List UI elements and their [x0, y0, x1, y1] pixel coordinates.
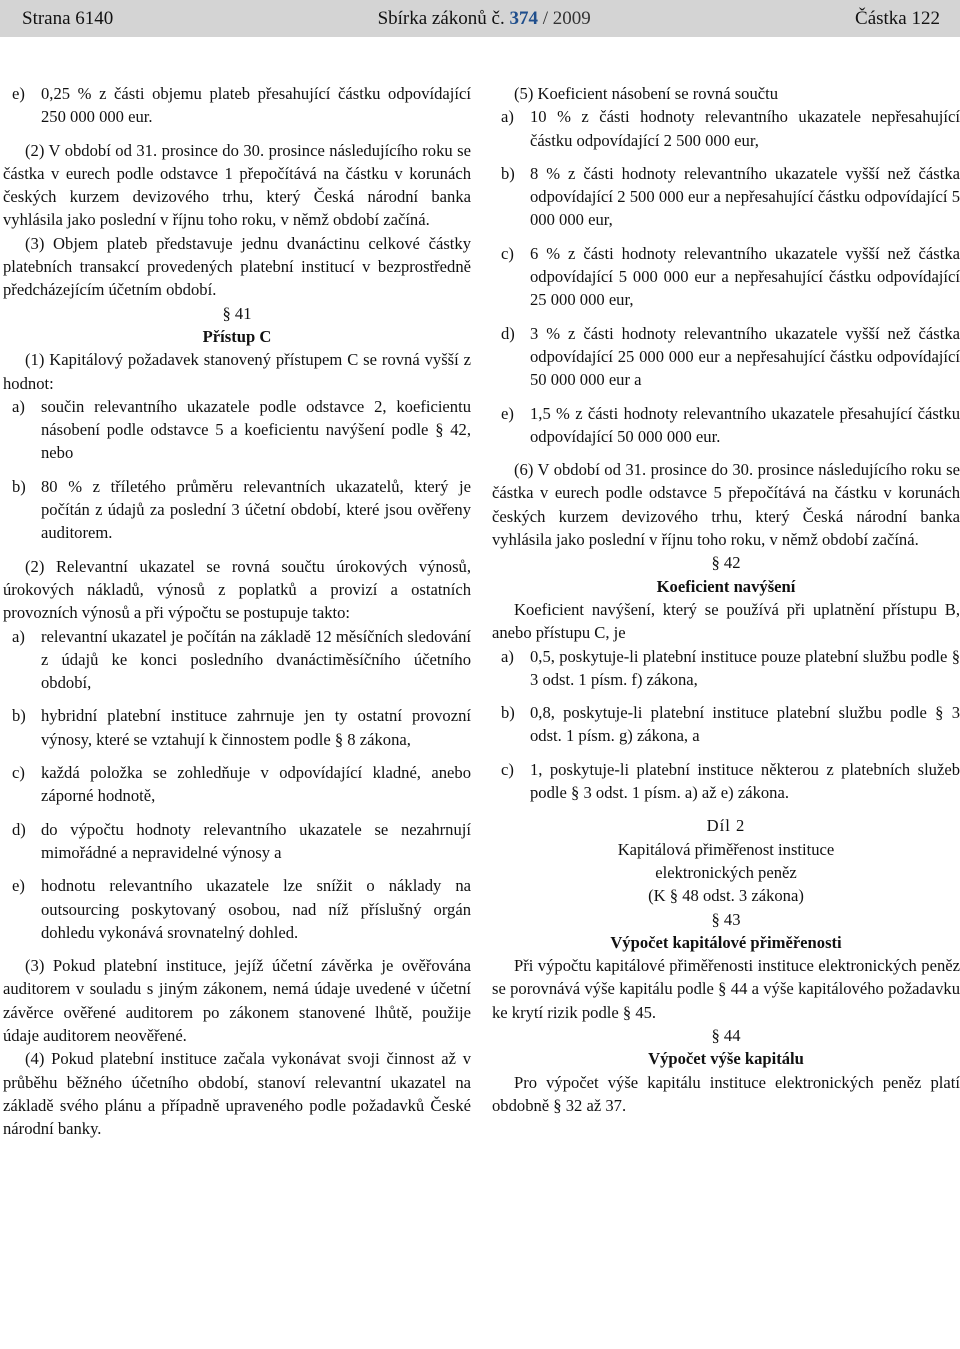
list-item	[3, 874, 471, 944]
list-item	[492, 322, 960, 392]
list-item	[3, 818, 471, 865]
collection-label: Sbírka zákonů č.	[377, 7, 505, 29]
law-year: / 2009	[542, 7, 591, 29]
list-item	[3, 475, 471, 545]
item-label: a)	[501, 107, 514, 127]
part-number: Částka 122	[855, 7, 940, 29]
left-column	[3, 82, 471, 1140]
section-number: § 43	[711, 909, 741, 929]
item-text: 3 % z části hodnoty relevantního ukazatele vyšší než částka odpovídající 25 000 000 eur a nepřesahující částku odpovídající 50 000 000 eur a	[530, 323, 960, 390]
paragraph: (3) Pokud platební instituce, jejíž účetní závěrka je ověřována auditorem v souladu s jiným zákonem, nemá údaje uvedené v účetní závěrce ověřené auditorem po zákonem stanovené lhůtě, použije údaje auditorem neověřené.	[3, 956, 471, 1045]
part-heading: Díl 2	[706, 816, 746, 836]
item-text: 0,5, poskytuje-li platební instituce pouze platební službu podle § 3 odst. 1 písm. f) zákona,	[530, 646, 960, 689]
paragraph: Koeficient navýšení, který se používá při uplatnění přístupu B, anebo přístupu C, je	[492, 599, 960, 643]
item-text: hodnotu relevantního ukazatele lze snížit o náklady na outsourcing poskytovaný osobou, nad níž příslušný orgán dohledu vykonává srovnatelný dohled.	[41, 876, 471, 942]
item-text: 8 % z části hodnoty relevantního ukazatele vyšší než částka odpovídající 2 500 000 eur a nepřesahující částku odpovídající 5 000 000 eur,	[530, 163, 960, 230]
list-item	[492, 162, 960, 232]
item-text: součin relevantního ukazatele podle odstavce 2, koeficientu násobení podle odstavce 5 a koeficientu navýšení podle § 42, nebo	[41, 396, 471, 463]
list-item	[3, 704, 471, 751]
right-column	[492, 82, 960, 1117]
list-item	[3, 761, 471, 808]
item-label: e)	[12, 84, 25, 103]
paragraph: (2) V období od 31. prosince do 30. prosince následujícího roku se částka v eurech podle odstavce 1 přepočítává na částku v korunách českých kurzem devizového trhu, který Česká národní banka vyhlásila jako poslední v říjnu toho roku, v němž období začíná.	[3, 140, 471, 230]
list-item	[492, 402, 960, 449]
list-item	[492, 242, 960, 312]
item-label: b)	[12, 706, 26, 726]
paragraph: (4) Pokud platební instituce začala vykonávat svoji činnost až v průběhu běžného účetního období, stanoví relevantní ukazatel na základě svého plánu a případně upraveného podle požadavků České národní banky.	[3, 1049, 471, 1139]
paragraph: (5) Koeficient násobení se rovná součtu	[514, 84, 779, 103]
list-s41-1	[3, 395, 471, 545]
item-label: c)	[501, 759, 514, 779]
item-text: 0,25 % z části objemu plateb přesahující částku odpovídající 250 000 000 eur.	[41, 84, 471, 127]
list-item	[3, 395, 471, 465]
part-reference: (K § 48 odst. 3 zákona)	[648, 886, 804, 906]
list-item	[492, 758, 960, 805]
section-title: Výpočet kapitálové přiměřenosti	[610, 932, 842, 952]
item-label: a)	[501, 646, 514, 666]
item-label: b)	[12, 476, 26, 496]
item-text: 80 % z tříletého průměru relevantních ukazatelů, který je počítán z údajů za poslední 3 účetní období, které jsou ověřeny auditorem.	[41, 476, 471, 543]
item-text: 1, poskytuje-li platební instituce některou z platebních služeb podle § 3 odst. 1 písm. a) až e) zákona.	[530, 759, 960, 803]
section-title: Koeficient navýšení	[656, 576, 796, 596]
list-coefficients	[492, 105, 960, 448]
paragraph: Při výpočtu kapitálové přiměřenosti instituce elektronických peněz se porovnává výše kapitálu podle § 44 a výše kapitálového požadavku ke krytí rizik podle § 45.	[492, 956, 960, 1022]
item-text: do výpočtu hodnoty relevantního ukazatele se nezahrnují mimořádné a nepravidelné výnosy a	[41, 819, 471, 862]
paragraph: (2) Relevantní ukazatel se rovná součtu úrokových výnosů, úrokových nákladů, výnosů z poplatků a provizí a ostatních provozních výnosů a při výpočtu se postupuje takto:	[3, 556, 471, 623]
section-title: Výpočet výše kapitálu	[648, 1049, 804, 1069]
part-title: elektronických peněz	[655, 862, 797, 882]
item-label: d)	[501, 323, 515, 343]
item-text: hybridní platební instituce zahrnuje jen ty ostatní provozní výnosy, které se vztahují k činnostem podle § 8 zákona,	[41, 706, 471, 749]
list-item	[3, 625, 471, 695]
item-label: d)	[12, 819, 26, 839]
item-text: 1,5 % z části hodnoty relevantního ukazatele přesahující částku odpovídající 50 000 000 eur.	[530, 403, 960, 446]
item-text: 10 % z části hodnoty relevantního ukazatele nepřesahující částku odpovídající 2 500 000 eur,	[530, 107, 960, 150]
paragraph: (6) V období od 31. prosince do 30. prosince následujícího roku se částka v eurech podle odstavce 5 přepočítává na částku v korunách českých kurzem devizového trhu, který Česká národní banka vyhlásila jako poslední v říjnu toho roku, v němž období začíná.	[492, 460, 960, 550]
item-label: b)	[501, 703, 515, 723]
page-header	[0, 0, 960, 37]
item-text: 6 % z části hodnoty relevantního ukazatele vyšší než částka odpovídající 5 000 000 eur a nepřesahující částku odpovídající 25 000 000 eur,	[530, 243, 960, 310]
item-label: c)	[12, 763, 25, 783]
item-label: c)	[501, 243, 514, 263]
item-label: b)	[501, 163, 515, 183]
list-item	[492, 105, 960, 152]
list-item	[492, 645, 960, 692]
section-number: § 41	[222, 303, 252, 323]
part-title: Kapitálová přiměřenost instituce	[617, 839, 835, 859]
item-text: relevantní ukazatel je počítán na základě 12 měsíčních sledování z údajů ke konci posledního dvanáctiměsíčního účetního období,	[41, 626, 471, 693]
paragraph: (3) Objem plateb představuje jednu dvanáctinu celkové částky platebních transakcí provedených platební institucí v bezprostředně předcházejícím účetním období.	[3, 233, 471, 300]
section-title: Přístup C	[202, 326, 272, 346]
item-label: a)	[12, 396, 25, 416]
section-number: § 44	[711, 1025, 741, 1045]
section-number: § 42	[711, 553, 741, 573]
page-number: Strana 6140	[22, 7, 114, 29]
collection-reference	[378, 8, 591, 30]
list-item	[3, 82, 471, 129]
item-text: 0,8, poskytuje-li platební instituce platební službu podle § 3 odst. 1 písm. g) zákona, a	[530, 703, 960, 746]
paragraph: Pro výpočet výše kapitálu instituce elektronických peněz platí obdobně § 32 až 37.	[492, 1072, 960, 1115]
paragraph: (1) Kapitálový požadavek stanovený přístupem C se rovná vyšší z hodnot:	[3, 350, 471, 393]
list-s41-2	[3, 625, 471, 945]
item-label: e)	[12, 876, 25, 896]
law-number: 374	[509, 7, 538, 29]
list-item	[492, 701, 960, 748]
item-text: každá položka se zohledňuje v odpovídající kladné, anebo záporné hodnotě,	[41, 763, 471, 806]
item-label: a)	[12, 626, 25, 646]
list-s42	[492, 645, 960, 805]
item-label: e)	[501, 403, 514, 423]
